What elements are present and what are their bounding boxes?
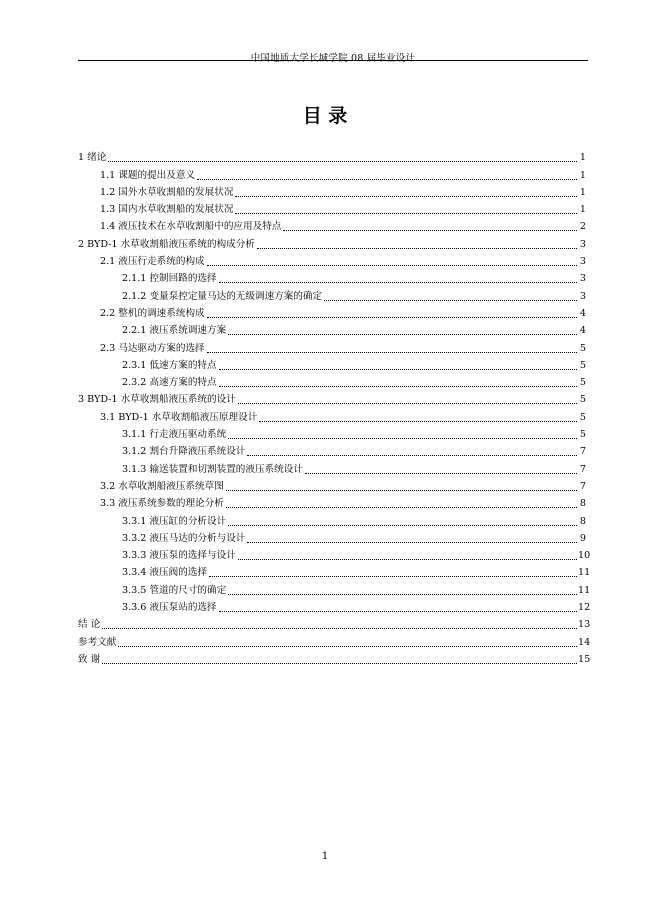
toc-entry-title: 2.2.1 液压系统调速方案 xyxy=(122,325,227,337)
toc-entry[interactable] xyxy=(78,233,586,250)
toc-entry-title: 3.1.2 割台升降液压系统设计 xyxy=(122,446,246,458)
toc-dot-leader xyxy=(209,576,577,577)
toc-entry-page: 11 xyxy=(578,584,591,596)
toc-entry-title: 结 论 xyxy=(78,619,101,631)
toc-entry[interactable] xyxy=(78,545,591,562)
toc-dot-leader xyxy=(305,473,577,474)
toc-dot-leader xyxy=(283,230,577,231)
toc-entry-page: 4 xyxy=(579,325,586,337)
toc-dot-leader xyxy=(219,369,577,370)
toc-entry-page: 5 xyxy=(579,359,586,371)
toc-entry[interactable] xyxy=(78,614,591,631)
toc-entry-title: 3.3.5 管道的尺寸的确定 xyxy=(122,584,227,596)
toc-dot-leader xyxy=(324,300,577,301)
toc-entry[interactable] xyxy=(78,164,586,181)
toc-entry-title: 2.1.1 控制回路的选择 xyxy=(122,273,217,285)
toc-entry-page: 5 xyxy=(579,377,586,389)
toc-entry-title: 2.3.2 高速方案的特点 xyxy=(122,377,217,389)
toc-dot-leader xyxy=(257,248,577,249)
toc-entry-page: 2 xyxy=(579,221,586,233)
toc-entry-page: 1 xyxy=(579,186,586,198)
toc-entry[interactable] xyxy=(78,476,586,493)
toc-entry[interactable] xyxy=(78,510,586,527)
toc-entry-page: 11 xyxy=(578,567,591,579)
toc-entry-title: 3.3.4 液压阀的选择 xyxy=(122,567,208,579)
toc-entry[interactable] xyxy=(78,216,586,233)
toc-entry-page: 3 xyxy=(579,290,586,302)
toc-entry-title: 3 BYD-1 水草收割船液压系统的设计 xyxy=(78,394,236,406)
toc-dot-leader xyxy=(207,265,577,266)
toc-entry-page: 3 xyxy=(579,238,586,250)
toc-entry-page: 7 xyxy=(579,446,586,458)
toc-entry-page: 5 xyxy=(579,429,586,441)
toc-entry-page: 13 xyxy=(578,619,591,631)
toc-dot-leader xyxy=(226,490,577,491)
toc-dot-leader xyxy=(228,438,577,439)
toc-entry-title: 参考文献 xyxy=(78,636,117,648)
header-divider xyxy=(78,60,588,61)
toc-entry-page: 5 xyxy=(579,411,586,423)
toc-dot-leader xyxy=(228,594,577,595)
toc-entry-title: 1.1 课题的提出及意义 xyxy=(100,169,196,181)
toc-entry-page: 1 xyxy=(579,152,586,164)
toc-entry-page: 7 xyxy=(579,480,586,492)
toc-entry-title: 3.2 水草收割船液压系统草图 xyxy=(100,480,224,492)
toc-entry[interactable] xyxy=(78,458,586,475)
toc-entry[interactable] xyxy=(78,406,586,423)
toc-entry-title: 3.3.1 液压缸的分析设计 xyxy=(122,515,227,527)
toc-dot-leader xyxy=(219,386,577,387)
table-of-contents xyxy=(78,147,591,666)
toc-entry-title: 1.3 国内水草收割船的发展状况 xyxy=(100,204,234,216)
toc-entry[interactable] xyxy=(78,579,591,596)
toc-entry-page: 15 xyxy=(578,653,591,665)
page-number: 1 xyxy=(321,851,329,862)
toc-entry[interactable] xyxy=(78,631,591,648)
toc-entry-page: 5 xyxy=(579,394,586,406)
toc-dot-leader xyxy=(228,525,577,526)
toc-entry-page: 7 xyxy=(579,463,586,475)
toc-entry[interactable] xyxy=(78,199,586,216)
toc-dot-leader xyxy=(118,646,577,647)
toc-dot-leader xyxy=(238,403,577,404)
toc-entry-title: 2.2 整机的调速系统构成 xyxy=(100,307,205,319)
toc-entry-title: 2.3 马达驱动方案的选择 xyxy=(100,342,205,354)
toc-dot-leader xyxy=(102,663,577,664)
toc-entry-page: 12 xyxy=(578,602,591,614)
toc-entry-title: 2.1 液压行走系统的构成 xyxy=(100,256,205,268)
toc-entry[interactable] xyxy=(78,355,586,372)
toc-entry[interactable] xyxy=(78,320,586,337)
toc-entry[interactable] xyxy=(78,528,586,545)
toc-entry[interactable] xyxy=(78,337,586,354)
toc-entry[interactable] xyxy=(78,389,586,406)
toc-entry-page: 5 xyxy=(579,342,586,354)
toc-entry[interactable] xyxy=(78,268,586,285)
toc-dot-leader xyxy=(247,455,577,456)
toc-entry-title: 致 谢 xyxy=(78,653,101,665)
toc-entry-title: 3.3 液压系统参数的理论分析 xyxy=(100,498,224,510)
toc-entry-title: 3.1.3 输送装置和切割装置的液压系统设计 xyxy=(122,463,303,475)
toc-dot-leader xyxy=(108,161,577,162)
toc-entry[interactable] xyxy=(78,147,586,164)
toc-entry-page: 3 xyxy=(579,256,586,268)
toc-entry[interactable] xyxy=(78,493,586,510)
toc-entry-page: 3 xyxy=(579,273,586,285)
toc-entry-title: 1 绪论 xyxy=(78,152,107,164)
toc-entry-title: 3.3.2 液压马达的分析与设计 xyxy=(122,532,246,544)
toc-dot-leader xyxy=(226,507,577,508)
page-header: 中国地质大学长城学院 08 届毕业设计 xyxy=(250,53,416,64)
toc-entry-title: 3.1.1 行走液压驱动系统 xyxy=(122,429,227,441)
toc-entry[interactable] xyxy=(78,597,591,614)
toc-entry-page: 9 xyxy=(579,532,586,544)
toc-entry-title: 3.1 BYD-1 水草收割船液压原理设计 xyxy=(100,411,258,423)
toc-entry-page: 8 xyxy=(579,515,586,527)
toc-entry[interactable] xyxy=(78,285,586,302)
toc-entry[interactable] xyxy=(78,649,591,666)
toc-dot-leader xyxy=(247,542,577,543)
toc-entry-page: 1 xyxy=(579,169,586,181)
toc-entry[interactable] xyxy=(78,424,586,441)
toc-entry[interactable] xyxy=(78,182,586,199)
toc-entry-title: 2.1.2 变量泵控定量马达的无级调速方案的确定 xyxy=(122,290,323,302)
toc-dot-leader xyxy=(238,559,577,560)
toc-dot-leader xyxy=(259,421,577,422)
toc-entry-title: 3.3.6 液压泵站的选择 xyxy=(122,602,217,614)
toc-entry-title: 2 BYD-1 水草收割船液压系统的构成分析 xyxy=(78,238,255,250)
toc-dot-leader xyxy=(235,213,577,214)
toc-dot-leader xyxy=(207,352,577,353)
toc-dot-leader xyxy=(228,334,577,335)
toc-entry[interactable] xyxy=(78,251,586,268)
toc-dot-leader xyxy=(102,628,577,629)
toc-dot-leader xyxy=(219,282,577,283)
toc-entry[interactable] xyxy=(78,372,586,389)
toc-entry-page: 10 xyxy=(578,550,591,562)
toc-entry-page: 8 xyxy=(579,498,586,510)
toc-entry-title: 2.3.1 低速方案的特点 xyxy=(122,359,217,371)
toc-entry-title: 1.2 国外水草收割船的发展状况 xyxy=(100,186,234,198)
toc-entry-title: 3.3.3 液压泵的选择与设计 xyxy=(122,550,236,562)
toc-entry-page: 14 xyxy=(578,636,591,648)
toc-entry[interactable] xyxy=(78,562,591,579)
toc-dot-leader xyxy=(235,196,577,197)
toc-dot-leader xyxy=(207,317,577,318)
toc-dot-leader xyxy=(219,611,577,612)
toc-entry-title: 1.4 液压技术在水草收割船中的应用及特点 xyxy=(100,221,282,233)
toc-entry-page: 4 xyxy=(579,307,586,319)
toc-dot-leader xyxy=(197,179,577,180)
toc-entry[interactable] xyxy=(78,441,586,458)
toc-entry-page: 1 xyxy=(579,204,586,216)
page-title: 目 录 xyxy=(302,105,348,127)
toc-entry[interactable] xyxy=(78,303,586,320)
